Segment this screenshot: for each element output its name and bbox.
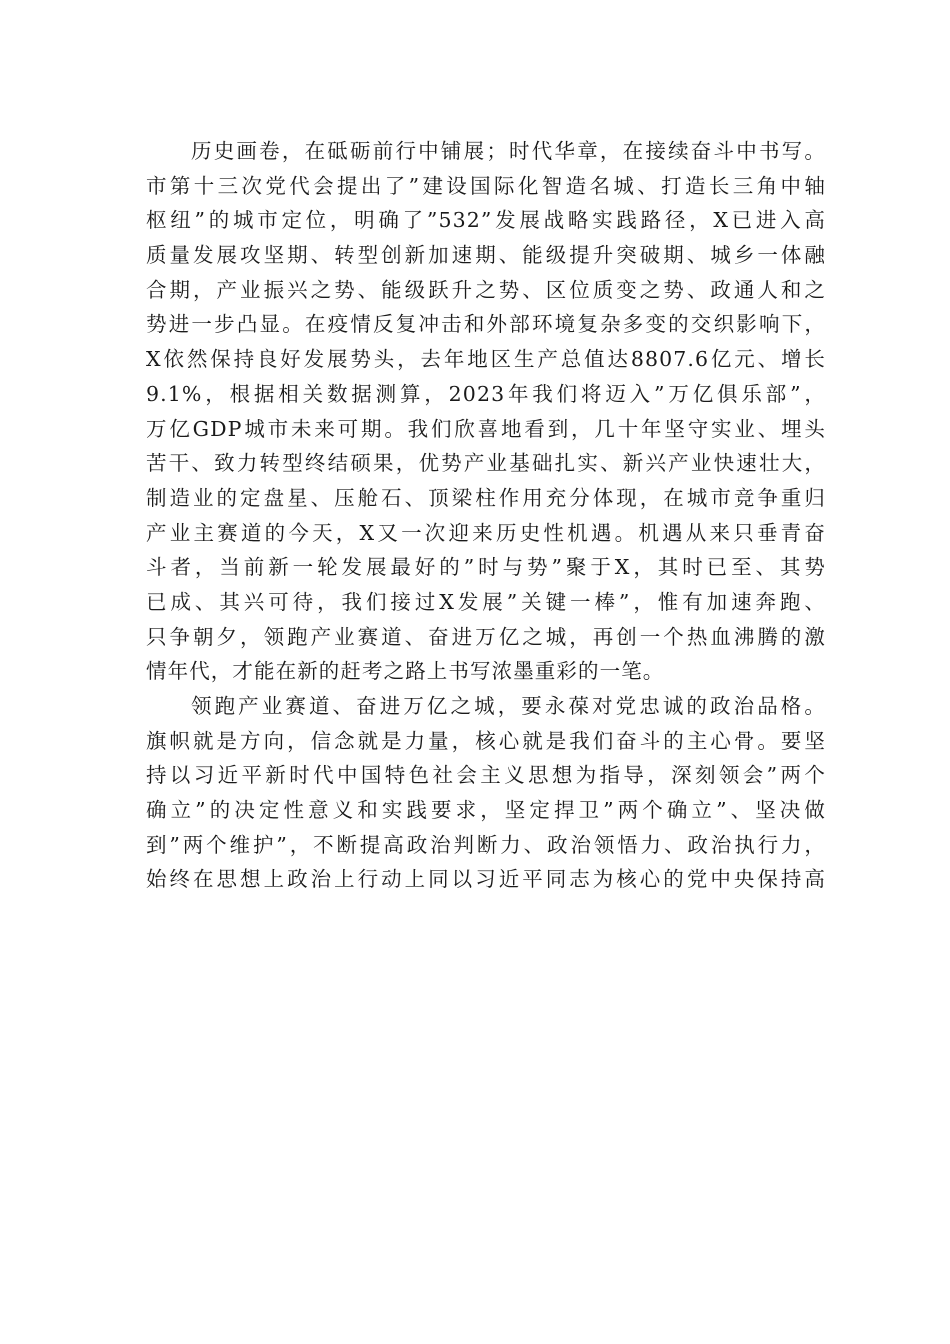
text-line: 制造业的定盘星、压舱石、顶梁柱作用充分体现，在城市竞争重归 [146, 485, 826, 510]
text-line: 质量发展攻坚期、转型创新加速期、能级提升突破期、城乡一体融 [146, 243, 826, 268]
paragraph-1 [146, 134, 826, 689]
document-body [146, 134, 826, 897]
text-line: 只争朝夕，领跑产业赛道、奋进万亿之城，再创一个热血沸腾的激 [146, 624, 826, 649]
text-line: 领跑产业赛道、奋进万亿之城，要永葆对党忠诚的政治品格。 [191, 694, 826, 718]
text-line: 万亿GDP城市未来可期。我们欣喜地看到，几十年坚守实业、埋头 [146, 416, 826, 441]
text-line: 枢纽”的城市定位，明确了”532”发展战略实践路径，X已进入高 [146, 208, 826, 233]
text-line: 始终在思想上政治上行动上同以习近平同志为核心的党中央保持高 [146, 867, 826, 892]
text-line: 旗帜就是方向，信念就是力量，核心就是我们奋斗的主心骨。要坚 [146, 728, 826, 753]
text-line: 9.1%，根据相关数据测算，2023年我们将迈入”万亿俱乐部”， [146, 381, 826, 406]
text-line: 合期，产业振兴之势、能级跃升之势、区位质变之势、政通人和之 [146, 277, 826, 302]
text-line: X依然保持良好发展势头，去年地区生产总值达8807.6亿元、增长 [146, 347, 826, 372]
text-line: 到”两个维护”，不断提高政治判断力、政治领悟力、政治执行力， [146, 832, 826, 857]
text-line: 产业主赛道的今天，X又一次迎来历史性机遇。机遇从来只垂青奋 [146, 520, 826, 545]
text-line: 苦干、致力转型终结硕果，优势产业基础扎实、新兴产业快速壮大， [146, 451, 826, 476]
text-line: 已成、其兴可待，我们接过X发展”关键一棒”，惟有加速奔跑、 [146, 589, 826, 614]
text-line: 斗者，当前新一轮发展最好的”时与势”聚于X，其时已至、其势 [146, 555, 826, 580]
paragraph-2 [146, 689, 826, 897]
text-line: 势进一步凸显。在疫情反复冲击和外部环境复杂多变的交织影响下， [146, 312, 826, 337]
text-line: 历史画卷，在砥砺前行中铺展；时代华章，在接续奋斗中书写。 [191, 139, 826, 163]
text-line: 情年代，才能在新的赶考之路上书写浓墨重彩的一笔。 [146, 659, 665, 684]
text-line: 市第十三次党代会提出了”建设国际化智造名城、打造长三角中轴 [146, 173, 826, 198]
text-line: 确立”的决定性意义和实践要求，坚定捍卫”两个确立”、坚决做 [146, 798, 826, 823]
text-line: 持以习近平新时代中国特色社会主义思想为指导，深刻领会”两个 [146, 763, 826, 788]
